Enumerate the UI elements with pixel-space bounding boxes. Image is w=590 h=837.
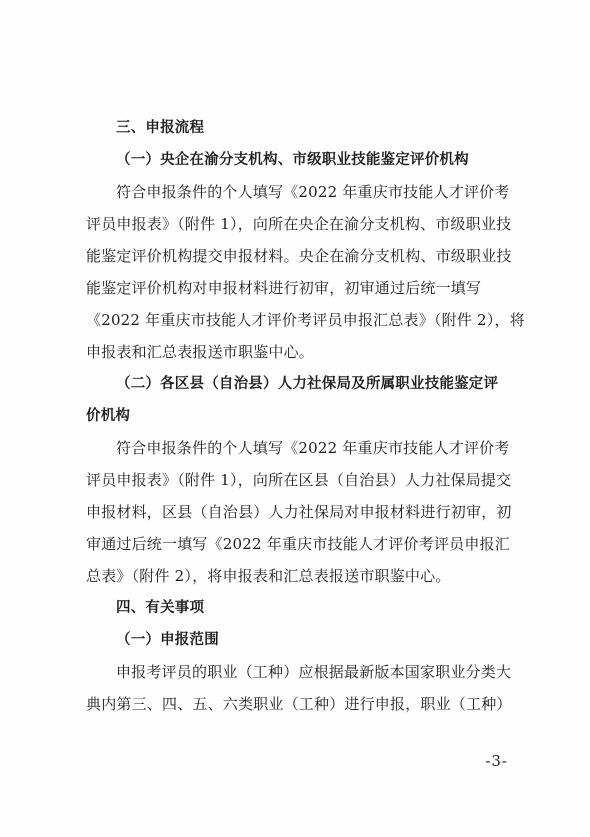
paragraph-line: 评员申报表》（附件 1），向所在区县（自治县）人力社保局提交: [86, 471, 512, 489]
subsection-heading-3-1: （一）央企在渝分支机构、市级职业技能鉴定评价机构: [116, 152, 469, 168]
subsection-heading-3-2: （二）各区县（自治县）人力社保局及所属职业技能鉴定评: [116, 376, 499, 392]
paragraph-line: 申报表和汇总表报送市职鉴中心。: [86, 343, 315, 361]
paragraph-line: 审通过后统一填写《2022 年重庆市技能人才评价考评员申报汇: [86, 535, 510, 553]
subsection-heading-4-1: （一）申报范围: [116, 632, 219, 648]
paragraph-line: 典内第三、四、五、六类职业（工种）进行申报，职业（工种）: [86, 695, 512, 713]
document-body: [86, 112, 525, 720]
subsection-heading-3-2-cont: 价机构: [86, 408, 131, 424]
paragraph-line: 评员申报表》（附件 1），向所在央企在渝分支机构、市级职业技: [86, 215, 512, 233]
section-heading-3: 三、申报流程: [116, 120, 205, 136]
page-number: -3-: [485, 752, 508, 770]
paragraph-line: 总表》（附件 2），将申报表和汇总表报送市职鉴中心。: [86, 567, 451, 585]
paragraph-line: 申报考评员的职业（工种）应根据最新版本国家职业分类大: [116, 663, 512, 681]
paragraph-line: 能鉴定评价机构对申报材料进行初审，初审通过后统一填写: [86, 279, 482, 297]
paragraph-line: 符合申报条件的个人填写《2022 年重庆市技能人才评价考: [116, 183, 510, 201]
section-heading-4: 四、有关事项: [116, 600, 205, 616]
paragraph-line: 符合申报条件的个人填写《2022 年重庆市技能人才评价考: [116, 439, 510, 457]
paragraph-line: 能鉴定评价机构提交申报材料。央企在渝分支机构、市级职业技: [86, 247, 512, 265]
paragraph-line: 申报材料，区县（自治县）人力社保局对申报材料进行初审，初: [86, 503, 512, 521]
paragraph-line: 《2022 年重庆市技能人才评价考评员申报汇总表》（附件 2），将: [86, 311, 525, 329]
